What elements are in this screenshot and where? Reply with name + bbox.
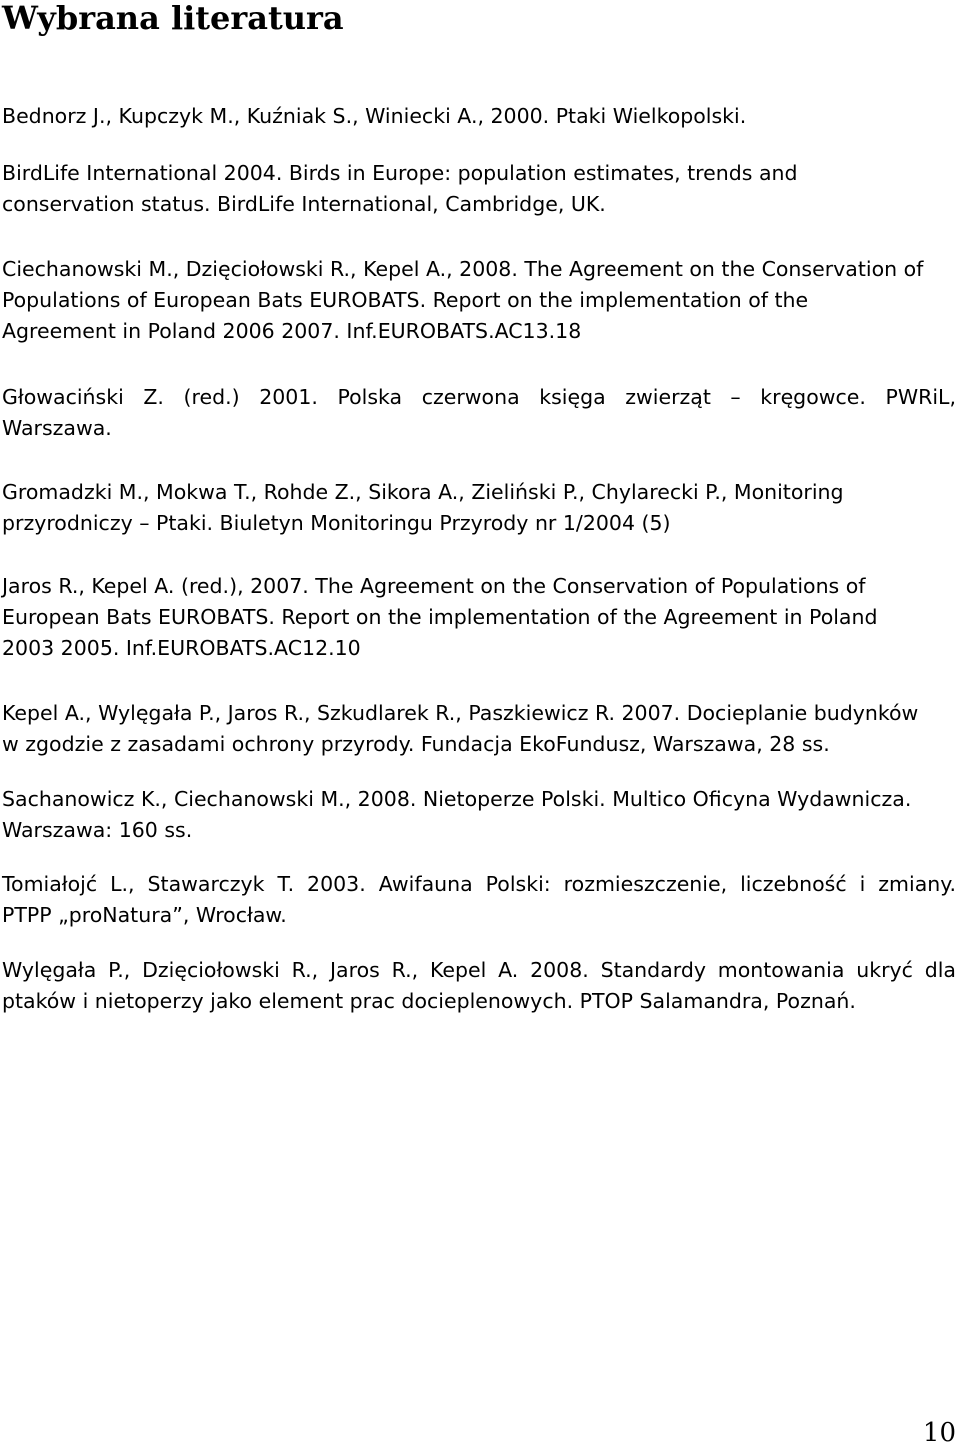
reference-line: Sachanowicz K., Ciechanowski M., 2008. Nietoperze Polski. Multico Oficyna Wydawnicza.	[2, 787, 912, 811]
reference-item	[2, 571, 956, 664]
reference-line: European Bats EUROBATS. Report on the implementation of the Agreement in Poland	[2, 605, 878, 629]
reference-line: PTPP „proNatura”, Wrocław.	[2, 903, 287, 927]
reference-item	[2, 158, 956, 220]
reference-line: Warszawa: 160 ss.	[2, 818, 193, 842]
reference-line: Bednorz J., Kupczyk M., Kuźniak S., Winiecki A., 2000. Ptaki Wielkopolski.	[2, 104, 747, 128]
reference-line: Jaros R., Kepel A. (red.), 2007. The Agreement on the Conservation of Populations of	[2, 574, 866, 598]
reference-line: ptaków i nietoperzy jako element prac docieplenowych. PTOP Salamandra, Poznań.	[2, 989, 856, 1013]
reference-line: Warszawa.	[2, 416, 112, 440]
reference-item	[2, 477, 956, 539]
page-title: Wybrana literatura	[2, 0, 344, 37]
reference-line: Populations of European Bats EUROBATS. Report on the implementation of the	[2, 288, 809, 312]
reference-line: conservation status. BirdLife International, Cambridge, UK.	[2, 192, 606, 216]
reference-item	[2, 955, 956, 1017]
reference-line: Kepel A., Wylęgała P., Jaros R., Szkudlarek R., Paszkiewicz R. 2007. Docieplanie budynków	[2, 701, 919, 725]
page-number: 10	[922, 1418, 956, 1448]
reference-item	[2, 784, 956, 846]
reference-line: Tomiałojć L., Stawarczyk T. 2003. Awifauna Polski: rozmieszczenie, liczebność i zmiany.	[2, 872, 956, 896]
reference-item	[2, 698, 956, 760]
reference-item	[2, 382, 956, 444]
reference-line: Gromadzki M., Mokwa T., Rohde Z., Sikora A., Zieliński P., Chylarecki P., Monitoring	[2, 480, 844, 504]
reference-item	[2, 101, 956, 132]
reference-line: 2003 2005. Inf.EUROBATS.AC12.10	[2, 636, 361, 660]
reference-line: Ciechanowski M., Dzięciołowski R., Kepel A., 2008. The Agreement on the Conservation of	[2, 257, 924, 281]
reference-line: przyrodniczy – Ptaki. Biuletyn Monitoringu Przyrody nr 1/2004 (5)	[2, 511, 671, 535]
reference-line: Głowaciński Z. (red.) 2001. Polska czerwona księga zwierząt – kręgowce. PWRiL,	[2, 385, 956, 409]
reference-line: Agreement in Poland 2006 2007. Inf.EUROBATS.AC13.18	[2, 319, 582, 343]
reference-line: Wylęgała P., Dzięciołowski R., Jaros R., Kepel A. 2008. Standardy montowania ukryć dla	[2, 958, 956, 982]
reference-item	[2, 254, 956, 347]
reference-line: BirdLife International 2004. Birds in Europe: population estimates, trends and	[2, 161, 798, 185]
reference-line: w zgodzie z zasadami ochrony przyrody. Fundacja EkoFundusz, Warszawa, 28 ss.	[2, 732, 830, 756]
reference-item	[2, 869, 956, 931]
